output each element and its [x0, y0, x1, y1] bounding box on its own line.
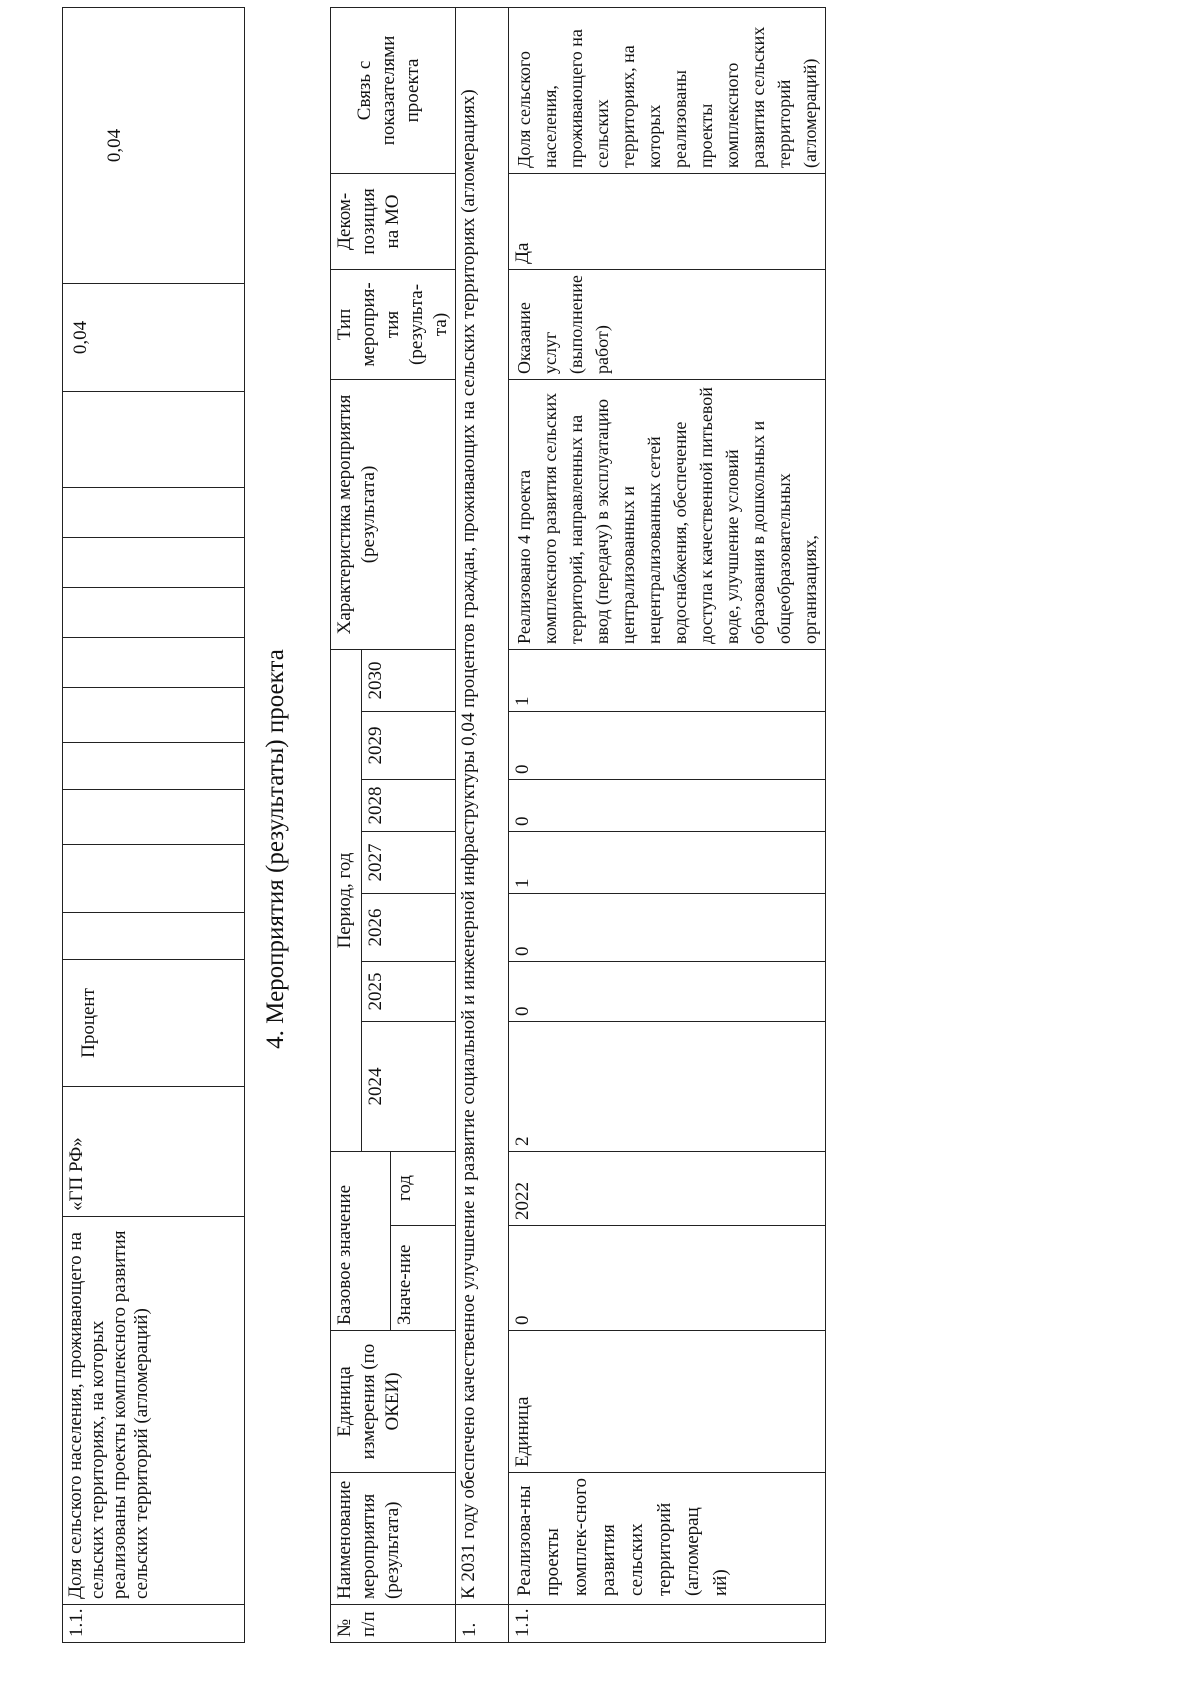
header-name: Наименование мероприятия (результата): [331, 1473, 456, 1605]
header-characteristic: Характеристика мероприятия (результата): [331, 379, 456, 649]
row-name: Реализова-ны проекты комплек-сного развития сельских территорий (агломерац ий): [509, 1473, 826, 1605]
row-link: Доля сельского населения, проживающего на сельских территориях, на которых реализованы проекты комплексного развития сельских территорий (агломераций): [509, 7, 826, 173]
year-2026: 2026: [362, 893, 456, 961]
indicator-unit: Процент: [63, 960, 245, 1087]
row-base-value: 0: [509, 1226, 826, 1331]
header-num: № п/п: [331, 1605, 456, 1643]
indicator-source: «ГП РФ»: [63, 1087, 245, 1217]
section-title: 4. Мероприятия (результаты) проекта: [262, 649, 289, 1049]
header-link: Связь с показателями проекта: [331, 7, 456, 173]
header-base: Базовое значение: [331, 1151, 362, 1330]
row-type: Оказание услуг (выполнение работ): [509, 269, 826, 379]
table-row: [509, 7, 826, 1642]
header-type: Тип мероприя-тия (результа-та): [331, 269, 456, 379]
row-unit: Единица: [509, 1331, 826, 1473]
row-value-2028: 0: [509, 779, 826, 831]
header-period: Период, год: [331, 649, 362, 1151]
row-num: 1.1.: [509, 1605, 826, 1643]
measures-table: [330, 7, 826, 1643]
indicator-num: 1.1.: [63, 1605, 245, 1643]
header-decomposition: Деком-позиция на МО: [331, 173, 456, 269]
row-value-2025: 0: [509, 961, 826, 1021]
row-value-2030: 1: [509, 649, 826, 711]
indicator-row: [63, 8, 245, 1643]
header-base-value: Значе-ние: [391, 1226, 456, 1331]
year-2030: 2030: [362, 649, 456, 711]
row-characteristic: Реализовано 4 проекта комплексного развития сельских территорий, направленных на ввод (передачу) в эксплуатацию централизованных и нецентрализованных сетей водоснабжения, обеспечение доступа к качественной питьевой воде, улучшение условий образования в дошкольных и общеобразовательных организациях,: [509, 379, 826, 649]
year-2027: 2027: [362, 831, 456, 893]
header-row: [331, 7, 362, 1642]
row-value-2024: 2: [509, 1021, 826, 1151]
indicator-value-b: 0,04: [63, 8, 245, 284]
row-base-year: 2022: [509, 1151, 826, 1225]
row-value-2029: 0: [509, 711, 826, 779]
goal-text: К 2031 году обеспечено качественное улучшение и развитие социальной и инженерной инфраструктуры 0,04 процентов граждан, проживающих на сельских территориях (агломерациях): [456, 7, 509, 1604]
goal-num: 1.: [456, 1605, 509, 1643]
row-value-2026: 0: [509, 893, 826, 961]
indicator-table: [62, 7, 245, 1643]
header-unit: Единица измерения (по ОКЕИ): [331, 1331, 456, 1473]
goal-row: [456, 7, 509, 1642]
indicator-name: Доля сельского населения, проживающего на сельских территориях, на которых реализованы проекты комплексного развития сельских территорий (агломераций): [63, 1217, 245, 1605]
indicator-value-a: 0,04: [63, 284, 245, 392]
row-value-2027: 1: [509, 831, 826, 893]
row-decomposition: Да: [509, 173, 826, 269]
year-2028: 2028: [362, 779, 456, 831]
year-2024: 2024: [362, 1021, 456, 1151]
year-2029: 2029: [362, 711, 456, 779]
year-2025: 2025: [362, 961, 456, 1021]
header-base-year: год: [391, 1151, 456, 1225]
